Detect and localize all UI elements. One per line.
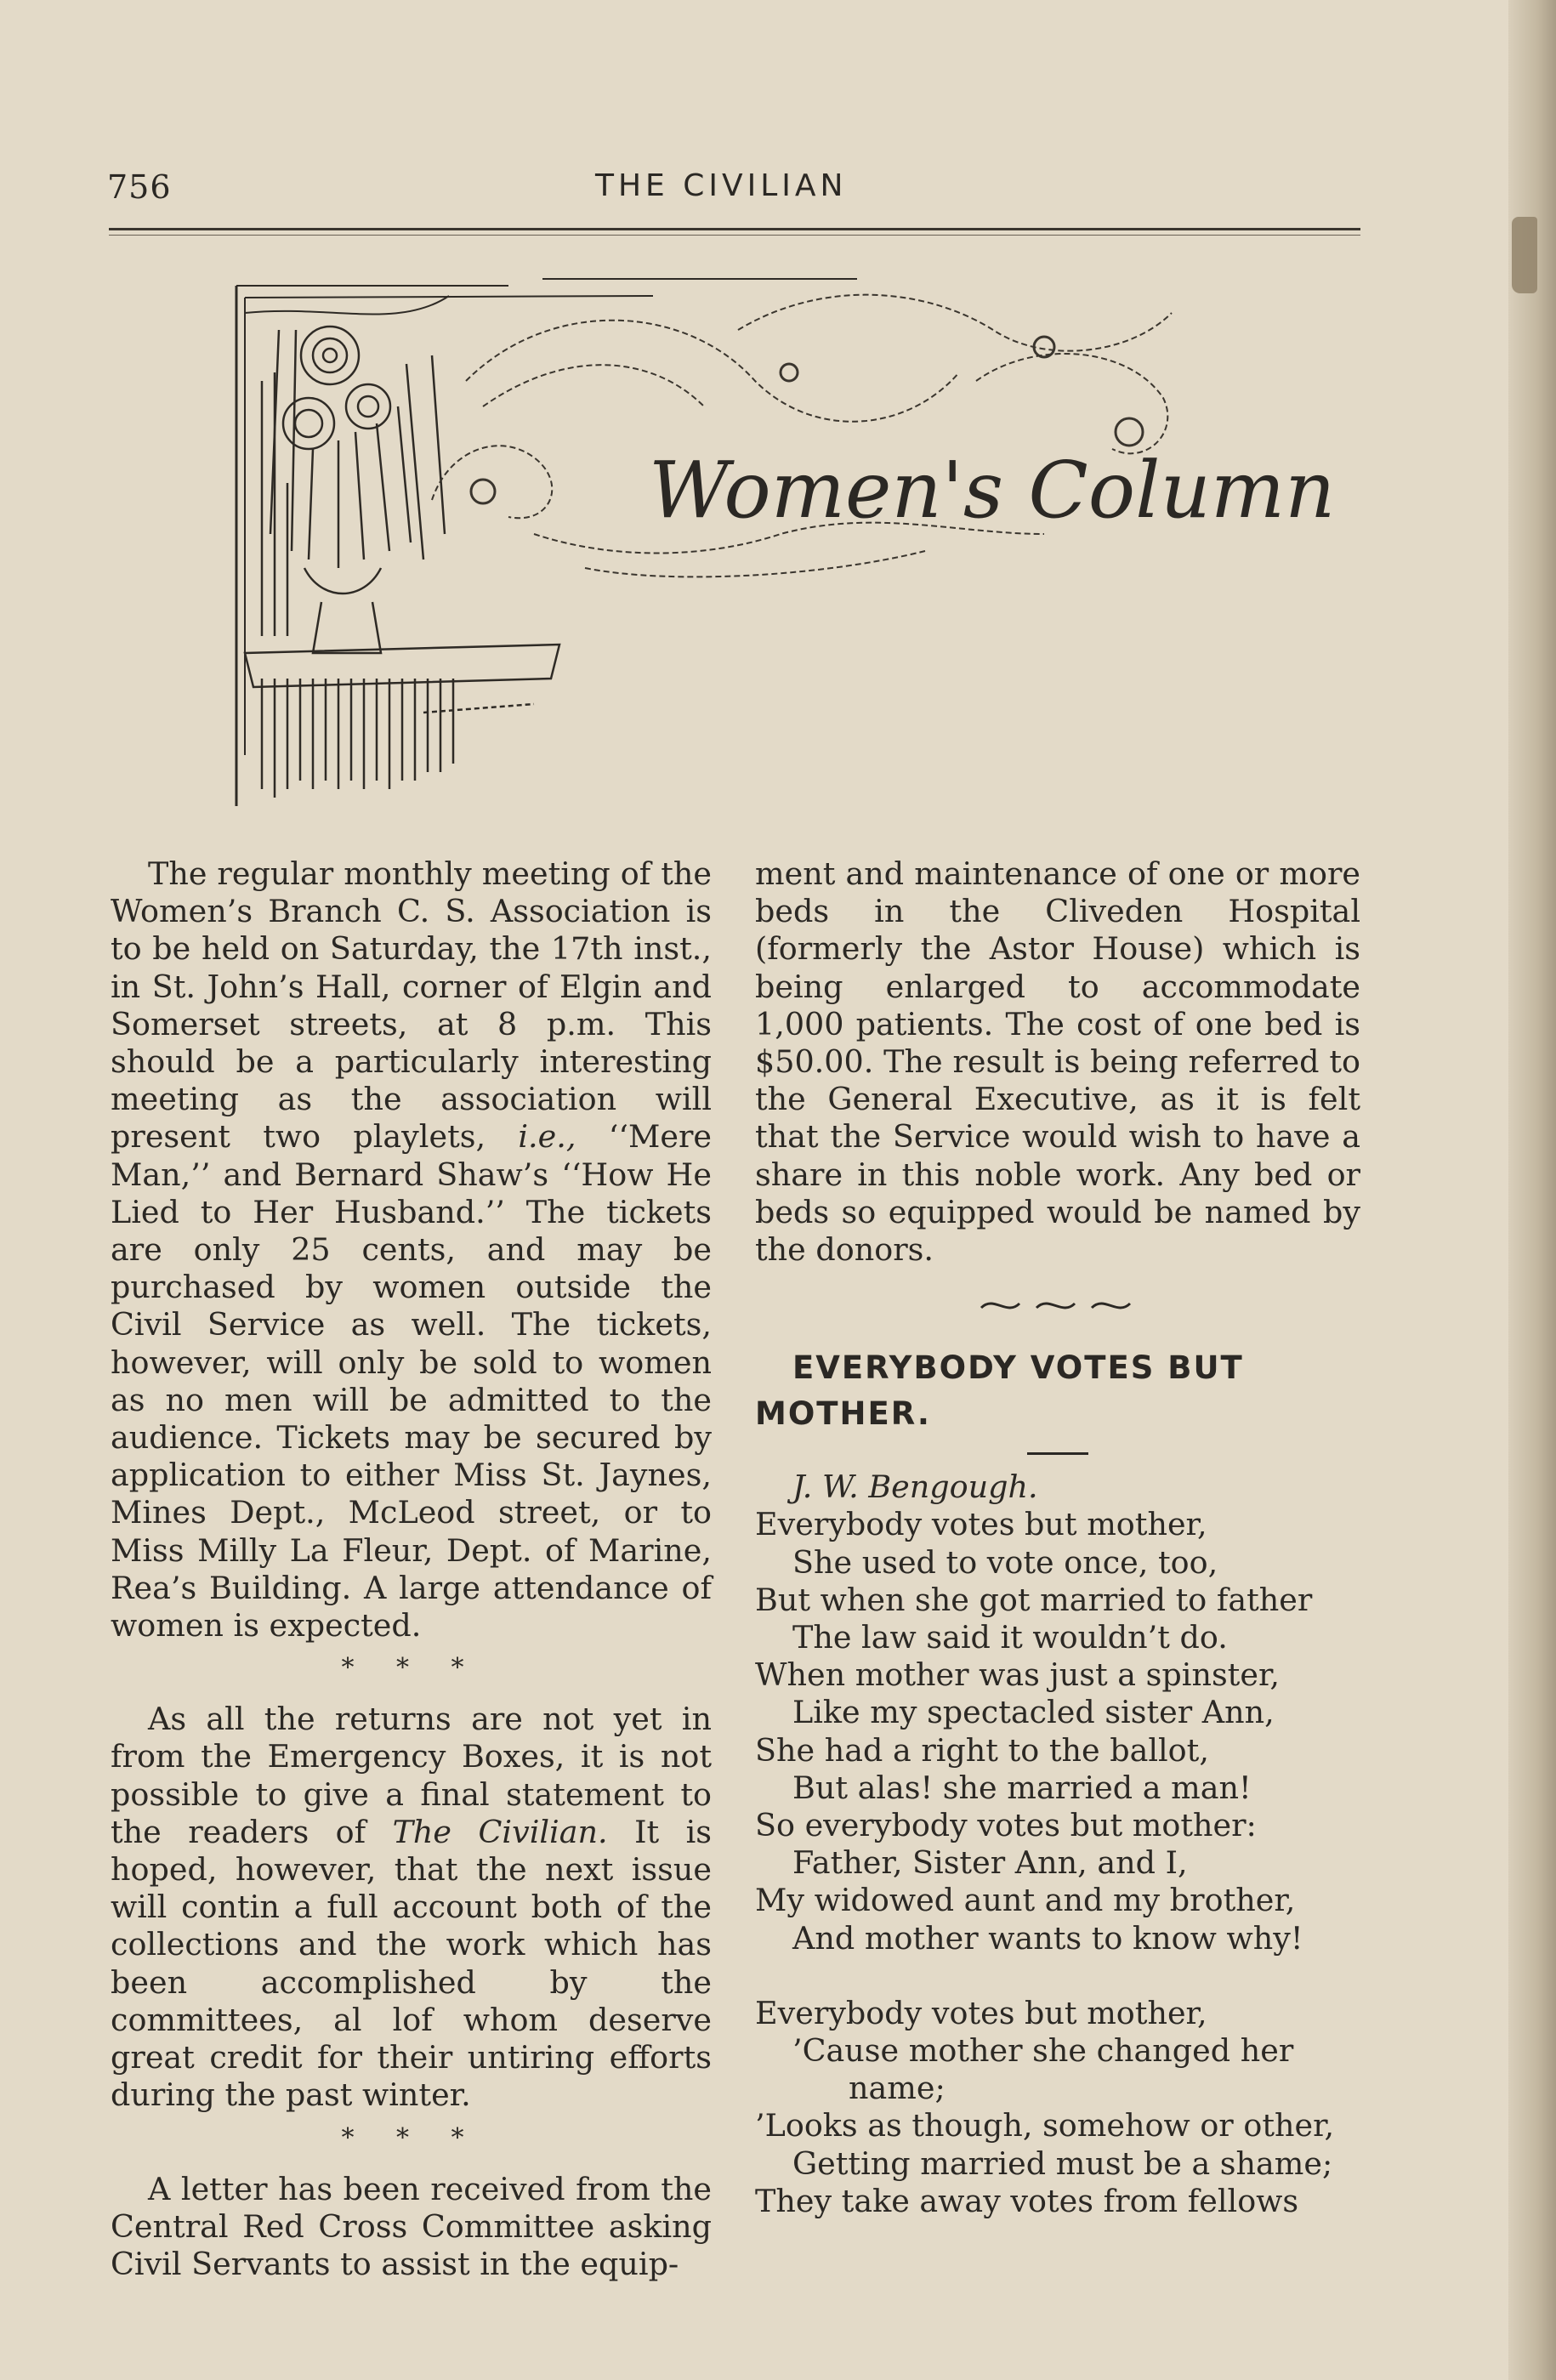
page-tab-mark <box>1512 217 1537 293</box>
right-column <box>755 855 1360 2258</box>
poem-line: But alas! she married a man! <box>792 1769 1252 1806</box>
poem-line: The law said it wouldn’t do. <box>792 1619 1228 1656</box>
wave-ornament-icon <box>755 1291 1360 1333</box>
left-column <box>111 855 712 2283</box>
section-separator: * * * <box>341 2122 481 2153</box>
header-rule <box>109 228 1360 230</box>
womens-column-banner <box>228 279 1336 823</box>
poem-line: ’Cause mother she changed her <box>792 2032 1294 2070</box>
title-rule <box>1027 1452 1088 1455</box>
section-separator: * * * <box>341 1653 481 1684</box>
emergency-boxes-paragraph: As all the returns are not yet in from the Emergency Boxes, it is not possible to give a final statement to the readers of The Civilian. It is hoped, however, that the next issue will contin a full account both of the collections and the work which has been accomplished by the committees, al lof whom deserve great credit for their untiring efforts during the past winter. <box>111 1701 713 2114</box>
poem-line: name; <box>849 2070 946 2107</box>
roses-icon <box>262 327 445 636</box>
poem-line: Getting married must be a shame; <box>792 2144 1333 2182</box>
red-cross-paragraph: A letter has been received from the Central Red Cross Committee asking Civil Servants to assist in the equip- <box>111 2170 712 2282</box>
poem-stanza-2 <box>755 1995 1360 2220</box>
page-edge <box>1508 0 1556 2380</box>
poem-line: And mother wants to know why! <box>792 1919 1303 1957</box>
poem-line: When mother was just a spinster, <box>755 1656 1280 1694</box>
running-head: THE CIVILIAN <box>595 168 848 203</box>
page-number: 756 <box>107 168 172 206</box>
poem-line: But when she got married to father <box>755 1581 1313 1618</box>
red-cross-paragraph-continued: ment and maintenance of one or more beds in the Cliveden Hospital (formerly the Astor House) which is being enlarged to accommodate 1,000 patients. The cost of one bed is $50.00. The result is being referred to the General Executive, as it is felt that the Service would wish to have a share in this noble work. Any bed or beds so equipped would be named by the donors. <box>755 855 1360 1269</box>
poem-line: So everybody votes but mother: <box>755 1807 1257 1844</box>
womens-column-title: Women's Column <box>649 445 1336 536</box>
poem-line: Everybody votes but mother, <box>755 1506 1207 1543</box>
poem-line: They take away votes from fellows <box>755 2182 1299 2219</box>
poem-stanza-1 <box>755 1506 1360 1957</box>
poem-line: Everybody votes but mother, <box>755 1994 1207 2031</box>
poem-line: She had a right to the ballot, <box>755 1731 1209 1769</box>
poem-line: She used to vote once, too, <box>792 1543 1218 1581</box>
poem-line: Father, Sister Ann, and I, <box>792 1844 1188 1882</box>
meeting-paragraph: The regular monthly meeting of the Women’s Branch C. S. Association is to be held on Saturday, the 17th inst., in St. John’s Hall, corner of Elgin and Somerset streets, at 8 p.m. This should be a particularly interesting meeting as the association will present two playlets, i.e., ‘‘Mere Man,’’ and Bernard Shaw’s ‘‘How He Lied to Her Husband.’’ The tickets are only 25 cents, and may be purchased by women outside the Civil Service as well. The tickets, however, will only be sold to women as no men will be admitted to the audience. Tickets may be secured by application to either Miss St. Jaynes, Mines Dept., McLeod street, or to Miss Milly La Fleur, Dept. of Marine, Rea’s Building. A large attendance of women is expected. <box>111 855 712 1644</box>
poem-line: Like my spectacled sister Ann, <box>792 1694 1275 1731</box>
poem-line: ’Looks as though, somehow or other, <box>755 2107 1335 2144</box>
poem-title: EVERYBODY VOTES BUT MOTHER. <box>755 1349 1244 1433</box>
poem-line: My widowed aunt and my brother, <box>755 1882 1296 1919</box>
poem-body <box>755 1506 1360 2220</box>
poem-author: J. W. Bengough. <box>792 1468 1038 1506</box>
header-rule-thin <box>109 235 1360 236</box>
